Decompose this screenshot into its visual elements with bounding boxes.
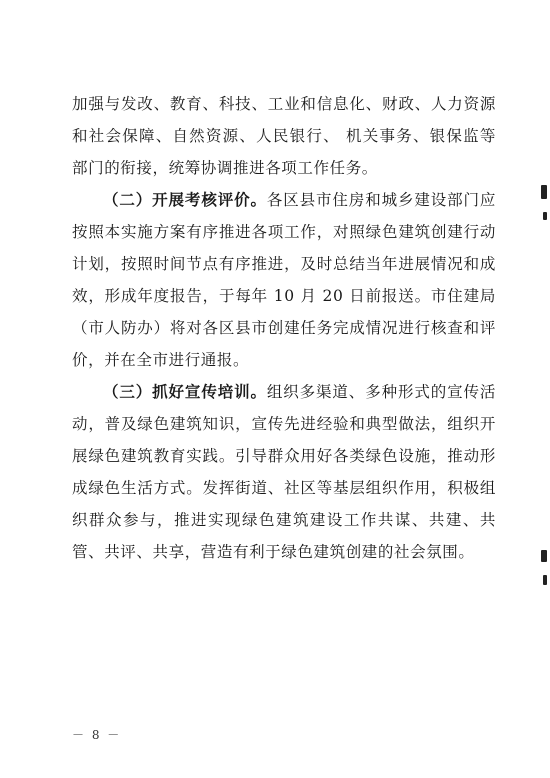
section-heading-publicity: （三）抓好宣传培训。 (103, 383, 267, 401)
paragraph-publicity-body: 组织多渠道、多种形式的宣传活动，普及绿色建筑知识，宣传先进经验和典型做法，组织开展绿色建筑教育实践。引导群众用好各类绿色设施，推动形成绿色生活方式。发挥街道、社区等基层组织作用，积极组织群众参与，推进实现绿色建筑建设工作共谋、共建、共管、共评、共享，营造有利于绿色建筑创建的社会氛围。 (72, 383, 496, 561)
paragraph-continuation: 加强与发改、教育、科技、工业和信息化、财政、人力资源和社会保障、自然资源、人民银行、 机关事务、银保监等部门的衔接，统筹协调推进各项工作任务。 (72, 95, 496, 177)
paragraph-assessment (72, 184, 496, 376)
binding-edge-mark (543, 212, 547, 220)
binding-edge-mark (541, 185, 547, 199)
binding-edge-mark (543, 575, 547, 585)
paragraph-assessment-body: 各区县市住房和城乡建设部门应按照本实施方案有序推进各项工作，对照绿色建筑创建行动计划，按照时间节点有序推进，及时总结当年进展情况和成效，形成年度报告，于每年 10 月 20 日前报送。市住建局（市人防办）将对各区县市创建任务完成情况进行核查和评价，并在全市进行通报。 (72, 191, 496, 369)
binding-edge-mark (541, 550, 547, 562)
page-number: － 8 － (72, 728, 122, 742)
paragraph-publicity (72, 376, 496, 568)
section-heading-assessment: （二）开展考核评价。 (103, 191, 267, 209)
body-text (72, 88, 496, 568)
